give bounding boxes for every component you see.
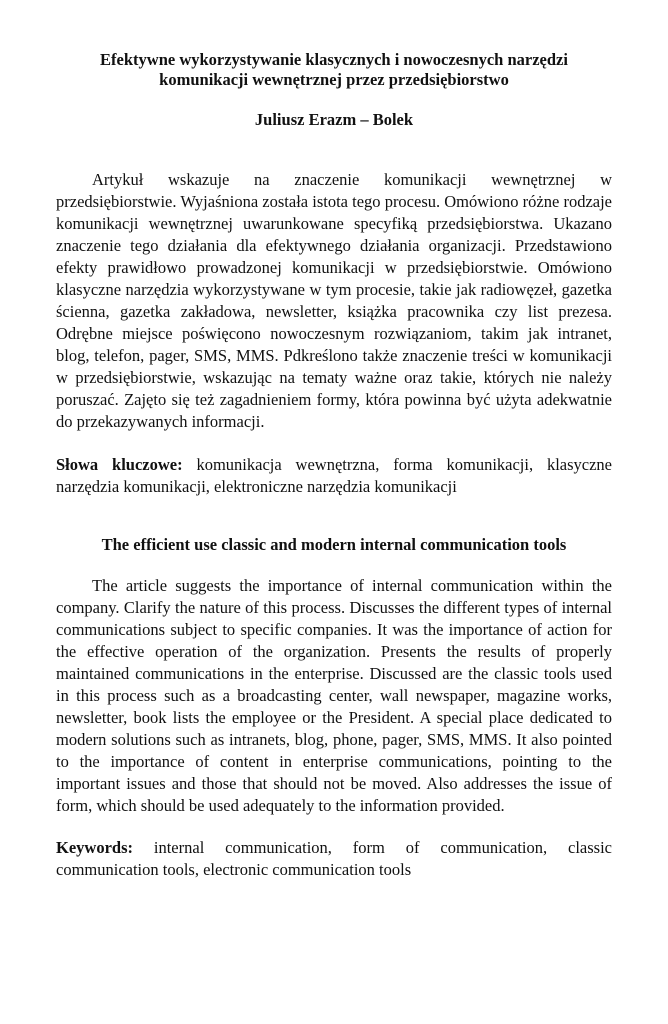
article-title-en: The efficient use classic and modern internal communication tools — [101, 535, 567, 554]
article-title-pl: Efektywne wykorzystywanie klasycznych i nowoczesnych narzędzi komunikacji wewnętrznej przez przedsiębiorstwo — [100, 50, 568, 89]
keywords-pl — [56, 454, 612, 498]
abstract-en: The article suggests the importance of internal communication within the company. Clarify the nature of this process. Discusses the different types of internal communications subject to specific companies. It was the importance of action for the effective operation of the organization. Presents the results of properly maintained communications in the enterprise. Discussed are the classic tools used in this process such as a broadcasting center, wall newspaper, magazine works, newsletter, book lists the employee or the President. A special place dedicated to modern solutions such as intranets, blog, phone, pager, SMS, MMS. It also pointed to the importance of content in enterprise communications, pointing to the important issues and those that should not be moved. Also addresses the issue of form, which should be used adequately to the information provided. — [56, 576, 612, 815]
keywords-en-label: Keywords: — [56, 838, 133, 857]
abstract-pl: Artykuł wskazuje na znaczenie komunikacji wewnętrznej w przedsiębiorstwie. Wyjaśniona została istota tego procesu. Omówiono różne rodzaje komunikacji wewnętrznej uwarunkowane specyfiką przedsiębiorstwa. Ukazano znaczenie tego działania dla efektywnego działania organizacji. Przedstawiono efekty prawidłowo prowadzonej komunikacji w przedsiębiorstwie. Omówiono klasyczne narzędzia wykorzystywane w tym procesie, takie jak radiowęzeł, gazetka ścienna, gazetka zakładowa, newsletter, książka pracownika czy list prezesa. Odrębne miejsce poświęcono nowoczesnym rozwiązaniom, takim jak intranet, blog, telefon, pager, SMS, MMS. Pdkreślono także znaczenie treści w komunikacji w przedsiębiorstwie, wskazując na tematy ważne oraz takie, których nie należy poruszać. Zajęto się też zagadnieniem formy, która powinna być użyta adekwatnie do przekazywanych informacji. — [56, 170, 612, 431]
article-author: Juliusz Erazm – Bolek — [254, 110, 414, 129]
keywords-pl-text: komunikacja wewnętrzna, forma komunikacji, klasyczne narzędzia komunikacji, elektroniczne narzędzia komunikacji — [56, 455, 613, 496]
keywords-pl-label: Słowa kluczowe: — [56, 455, 183, 474]
keywords-en-text: internal communication, form of communication, classic communication tools, electronic communication tools — [56, 838, 613, 879]
keywords-en — [56, 837, 612, 881]
document-page — [56, 50, 612, 881]
